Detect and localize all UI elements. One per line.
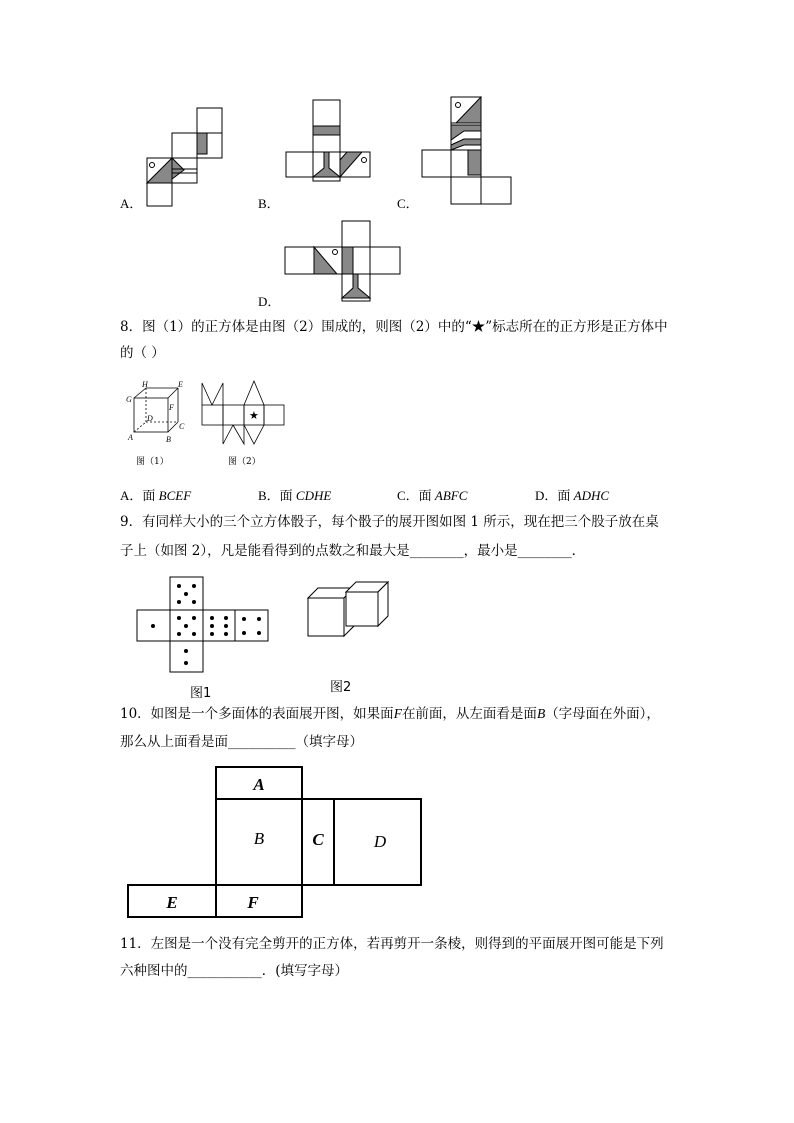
net-b-svg: [282, 98, 377, 183]
option-b-label: B．: [258, 196, 280, 211]
option-d-label: D．: [258, 294, 281, 309]
dice-stack-svg: [302, 578, 394, 642]
face-c-label: C: [312, 830, 324, 849]
net-d-svg: [282, 218, 407, 306]
polyhedron-net-figure: [126, 765, 426, 925]
q8-fig2-caption: 图（2）: [228, 457, 261, 467]
q8-option-b: B．面 CDHE: [258, 488, 332, 503]
q7-figure-d: [282, 218, 407, 310]
face-b-label: B: [253, 829, 265, 848]
cube-label-b: B: [166, 435, 171, 444]
cube-label-c: C: [179, 422, 185, 431]
q10-text-line1: 10．如图是一个多面体的表面展开图，如果面F在前面，从左面看是面B（字母面在外面），: [120, 706, 660, 722]
face-e-label: E: [166, 893, 178, 912]
cube-label-h: H: [142, 380, 148, 389]
cube-label-a: A: [128, 433, 133, 442]
q8-text-line1: 8．图（1）的正方体是由图（2）围成的，则图（2）中的“★”标志所在的正方形是正方体中: [120, 319, 668, 335]
q9-text-line1: 9．有同样大小的三个立方体骰子，每个骰子的展开图如图 1 所示，现在把三个股子放在桌: [120, 514, 659, 530]
q10-text-line2: 那么从上面看是面__________（填字母）: [120, 734, 363, 750]
net-c-svg: [420, 95, 515, 207]
option-c-label: C．: [397, 196, 419, 211]
face-d-label: D: [373, 832, 387, 851]
dice-net-svg: [136, 575, 272, 675]
star-icon: ★: [249, 410, 259, 422]
cube-label-g: G: [126, 395, 132, 404]
cube-svg: [122, 380, 190, 446]
q9-fig2-caption: 图2: [330, 680, 352, 695]
q8-cube-figure: [122, 380, 190, 450]
q7-figure-b: [282, 98, 377, 187]
q11-text-line1: 11．左图是一个没有完全剪开的正方体，若再剪开一条棱，则得到的平面展开图可能是下列: [120, 936, 664, 952]
q8-net-figure: [198, 378, 290, 454]
cube-label-e: E: [178, 380, 183, 389]
cube-label-f: F: [169, 403, 174, 412]
q8-fig1-caption: 图（1）: [136, 457, 169, 467]
face-a-label: A: [253, 775, 265, 794]
face-f-label: F: [247, 893, 259, 912]
q8-option-a: A．面 BCEF: [120, 488, 192, 503]
q8-option-c: C．面 ABFC: [397, 488, 468, 503]
dice-net-figure: [136, 575, 272, 679]
option-a-label: A．: [120, 196, 143, 211]
cube-label-d: D: [147, 414, 153, 423]
q7-figure-a: [140, 105, 230, 214]
q8-text-line2: 的（ ）: [120, 345, 165, 361]
dice-stack-figure: [302, 578, 394, 646]
q11-text-line2: 六种图中的___________．(填写字母）: [120, 963, 349, 979]
q9-fig1-caption: 图1: [190, 686, 212, 701]
net-a-svg: [140, 105, 230, 210]
polyhedron-net-svg: [126, 765, 426, 921]
q8-option-d: D．面 ADHC: [535, 488, 610, 503]
q7-figure-c: [420, 95, 515, 211]
q9-text-line2: 子上（如图 2），凡是能看得到的点数之和最大是________，最小是________．: [120, 543, 586, 559]
q8-net-svg: [198, 378, 290, 450]
